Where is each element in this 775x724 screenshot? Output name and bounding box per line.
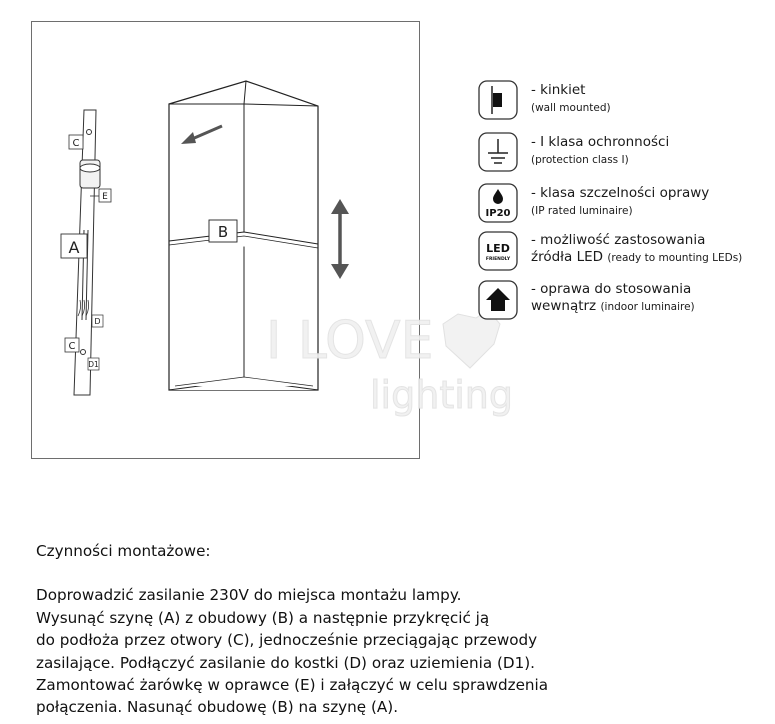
housing-label	[209, 220, 237, 242]
label-c-bottom: C	[68, 341, 76, 352]
legend-label-wall-mounted: - kinkiet	[531, 82, 586, 98]
legend-item-wall-mounted	[478, 80, 768, 124]
legend-sub-wall-mounted: (wall mounted)	[531, 102, 611, 114]
instruction-line: Zamontować żarówkę w oprawce (E) i załączyć w celu sprawdzenia	[36, 676, 549, 695]
legend-label-led: - możliwość zastosowania	[531, 232, 706, 248]
label-e: E	[102, 192, 108, 202]
wall-mounted-icon	[478, 80, 518, 120]
legend-item-indoor	[478, 280, 768, 324]
instruction-line: Doprowadzić zasilanie 230V do miejsca montażu lampy.	[36, 586, 462, 605]
legend-item-ip-rating	[478, 183, 768, 227]
vertical-arrow-icon	[331, 199, 349, 279]
instruction-line: połączenia. Nasunąć obudowę (B) na szynę (A).	[36, 698, 399, 717]
legend-label-protection-class: - I klasa ochronności	[531, 134, 670, 150]
protection-class-icon	[478, 132, 518, 172]
ip-rating-icon	[478, 183, 518, 223]
led-icon-text: LED	[486, 242, 510, 255]
legend-sub-protection-class: (protection class I)	[531, 154, 629, 166]
instruction-line: Wysunąć szynę (A) z obudowy (B) a następnie przykręcić ją	[36, 608, 490, 627]
instructions-heading: Czynności montażowe:	[36, 542, 211, 560]
led-icon	[478, 231, 518, 271]
svg-text:I LOVE: I LOVE	[266, 311, 434, 371]
led-icon-subtext: FRIENDLY	[485, 257, 511, 262]
svg-text:lighting: lighting	[370, 373, 513, 417]
instruction-line: do podłoża przez otwory (C), jednocześnie przeciągając przewody	[36, 631, 538, 650]
label-d: D	[94, 317, 101, 326]
legend-sub-ip-rating: (IP rated luminaire)	[531, 205, 633, 217]
legend-label-ip-rating: - klasa szczelności oprawy	[531, 185, 710, 201]
label-b: B	[217, 223, 229, 241]
label-c-top: C	[72, 138, 80, 149]
legend-sub-led: (ready to mounting LEDs)	[607, 252, 743, 264]
label-a: A	[68, 238, 80, 257]
mounting-instructions	[36, 540, 548, 719]
indoor-icon	[478, 280, 518, 320]
legend-item-protection-class	[478, 132, 768, 176]
legend-label-led-2: źródła LED	[531, 249, 604, 265]
legend-item-led	[478, 231, 768, 275]
instruction-line: zasilające. Podłączyć zasilanie do kostki (D) oraz uziemienia (D1).	[36, 653, 535, 672]
legend-label-indoor-2: wewnątrz	[531, 298, 597, 314]
legend-label-indoor: - oprawa do stosowania	[531, 281, 692, 297]
legend-sub-indoor: (indoor luminaire)	[600, 301, 695, 313]
ip-rating-icon-text: IP20	[485, 208, 511, 219]
label-d1: D1	[88, 360, 99, 369]
